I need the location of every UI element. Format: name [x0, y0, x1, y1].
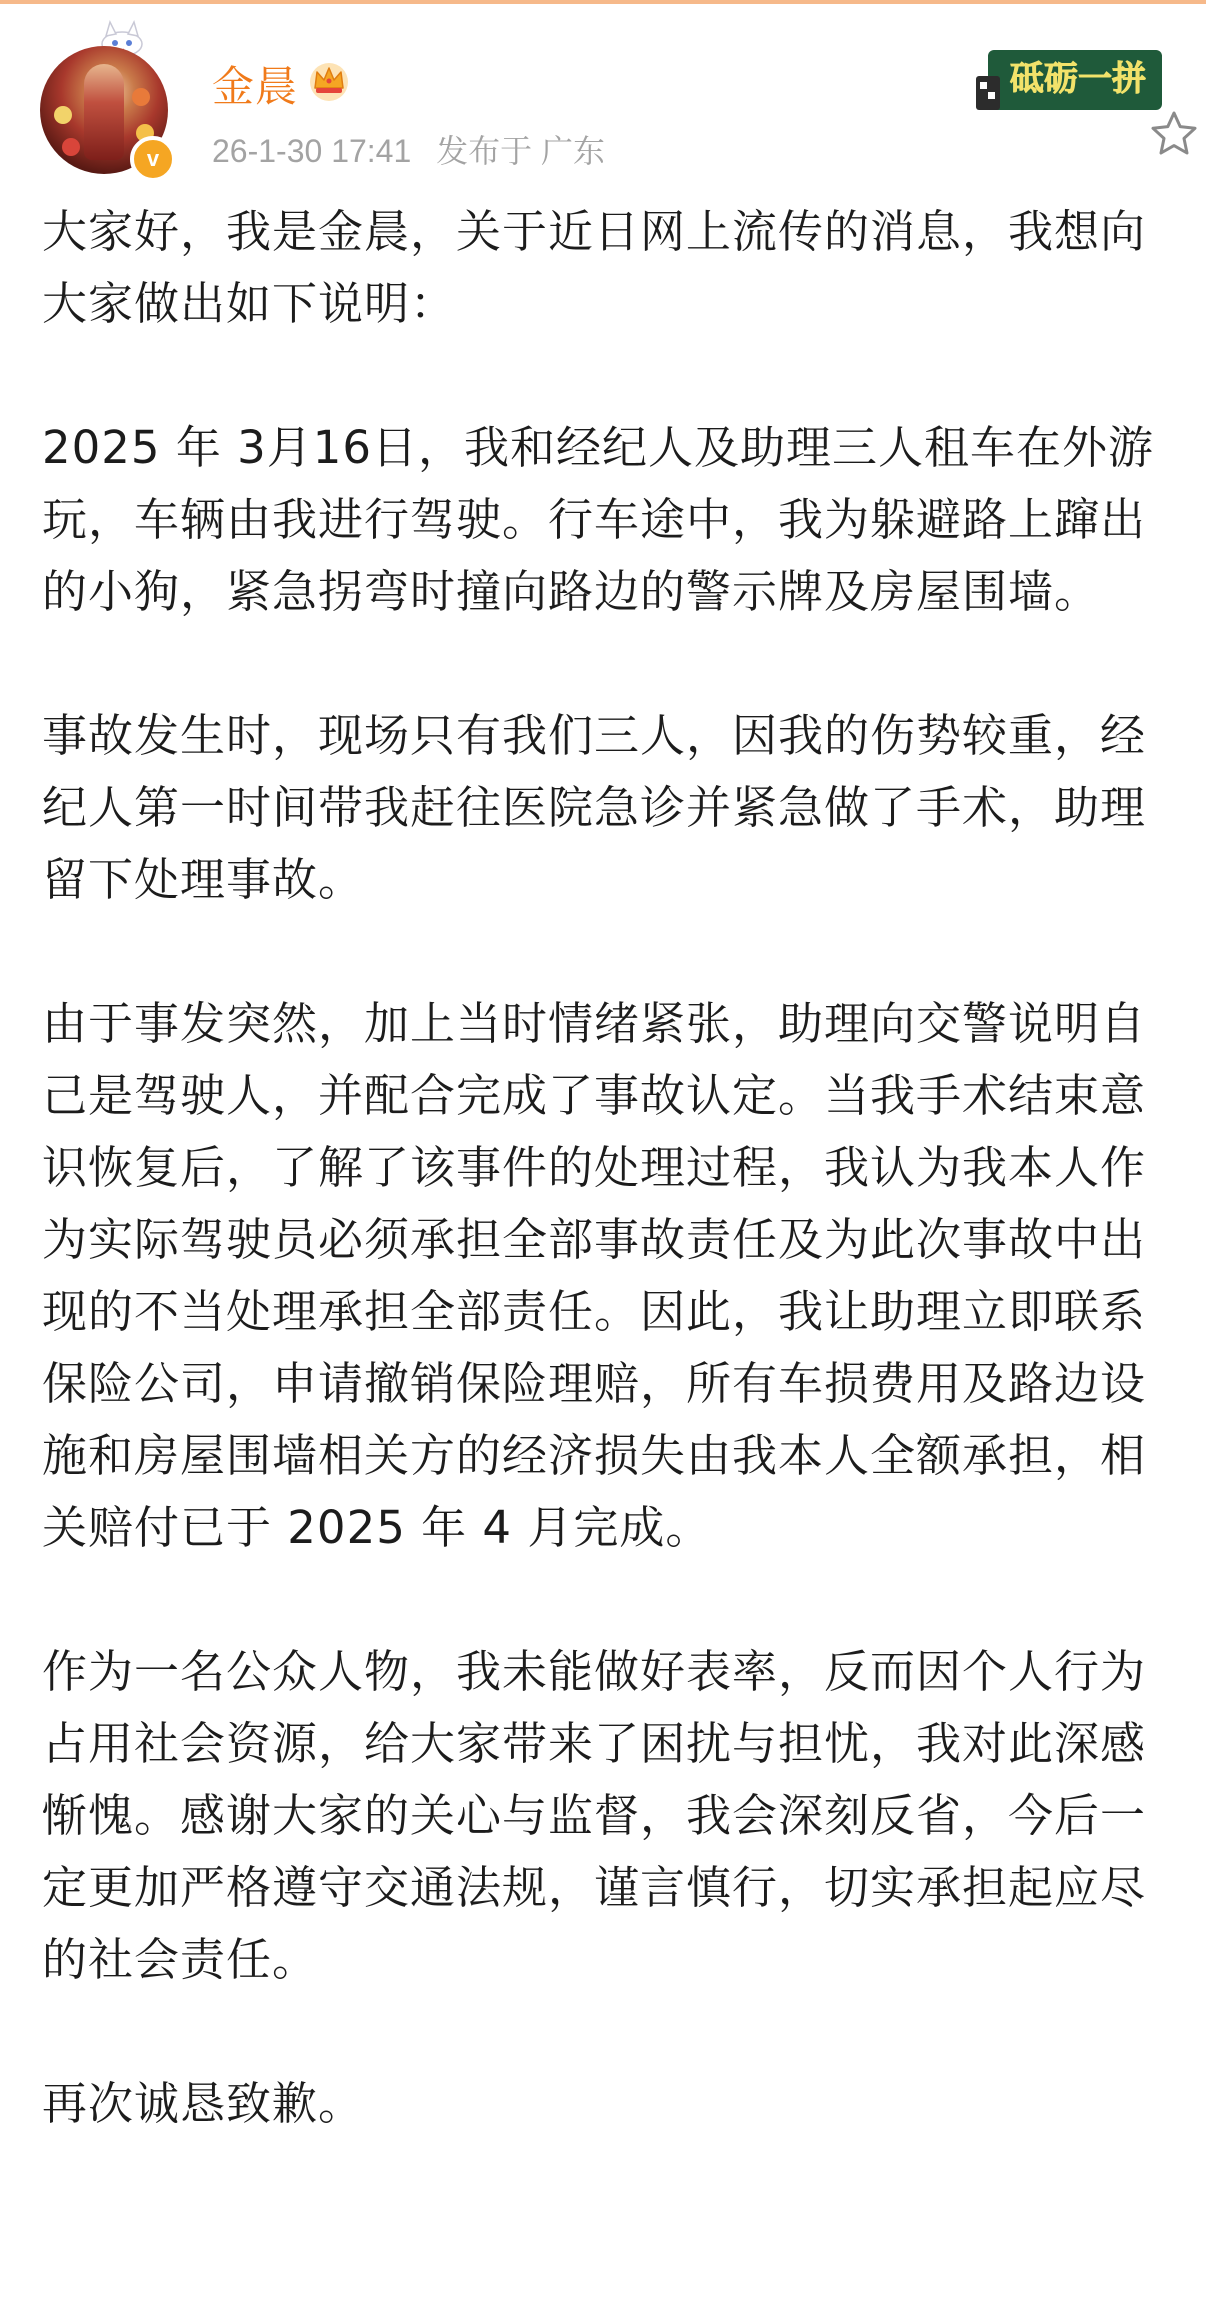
post-paragraph: 由于事发突然，加上当时情绪紧张，助理向交警说明自己是驾驶人，并配合完成了事故认定。当我手术结束意识恢复后，了解了该事件的处理过程，我认为我本人作为实际驾驶员必须承担全部事故责任及为此次事故中出现的不当处理承担全部责任。因此，我让助理立即联系保险公司，申请撤销保险理赔，所有车损费用及路边设施和房屋围墙相关方的经济损失由我本人全额承担，相关赔付已于 2025 年 4 月完成。 — [42, 997, 1147, 1554]
top-accent-bar — [0, 0, 1206, 4]
post-meta — [212, 126, 621, 172]
post-paragraph: 作为一名公众人物，我未能做好表率，反而因个人行为占用社会资源，给大家带来了困扰与担忧，我对此深感惭愧。感谢大家的关心与监督，我会深刻反省，今后一定更加严格遵守交通法规，谨言慎行，切实承担起应尽的社会责任。 — [42, 1645, 1147, 1986]
author-name[interactable]: 金晨 — [212, 62, 299, 111]
sticker-decoration — [970, 46, 1170, 120]
favorite-star-icon[interactable] — [1148, 108, 1200, 160]
post-location: 发布于 广东 — [436, 133, 606, 169]
post-paragraph: 大家好，我是金晨，关于近日网上流传的消息，我想向大家做出如下说明： — [42, 205, 1147, 330]
sticker-text: 砥砺一拼 — [1010, 59, 1146, 99]
post-body — [42, 196, 1166, 2140]
post-time: 26-1-30 17:41 — [212, 133, 412, 169]
post-paragraph: 事故发生时，现场只有我们三人，因我的伤势较重，经纪人第一时间带我赶往医院急诊并紧急做了手术，助理留下处理事故。 — [42, 709, 1147, 906]
post-paragraph: 再次诚恳致歉。 — [42, 2077, 365, 2130]
author-avatar[interactable] — [40, 46, 172, 178]
post-paragraph: 2025 年 3月16日，我和经纪人及助理三人租车在外游玩，车辆由我进行驾驶。行车途中，我为躲避路上蹿出的小狗，紧急拐弯时撞向路边的警示牌及房屋围墙。 — [42, 421, 1155, 618]
post-header — [40, 46, 1166, 196]
verified-icon: v — [130, 136, 176, 182]
crown-icon — [306, 58, 352, 102]
